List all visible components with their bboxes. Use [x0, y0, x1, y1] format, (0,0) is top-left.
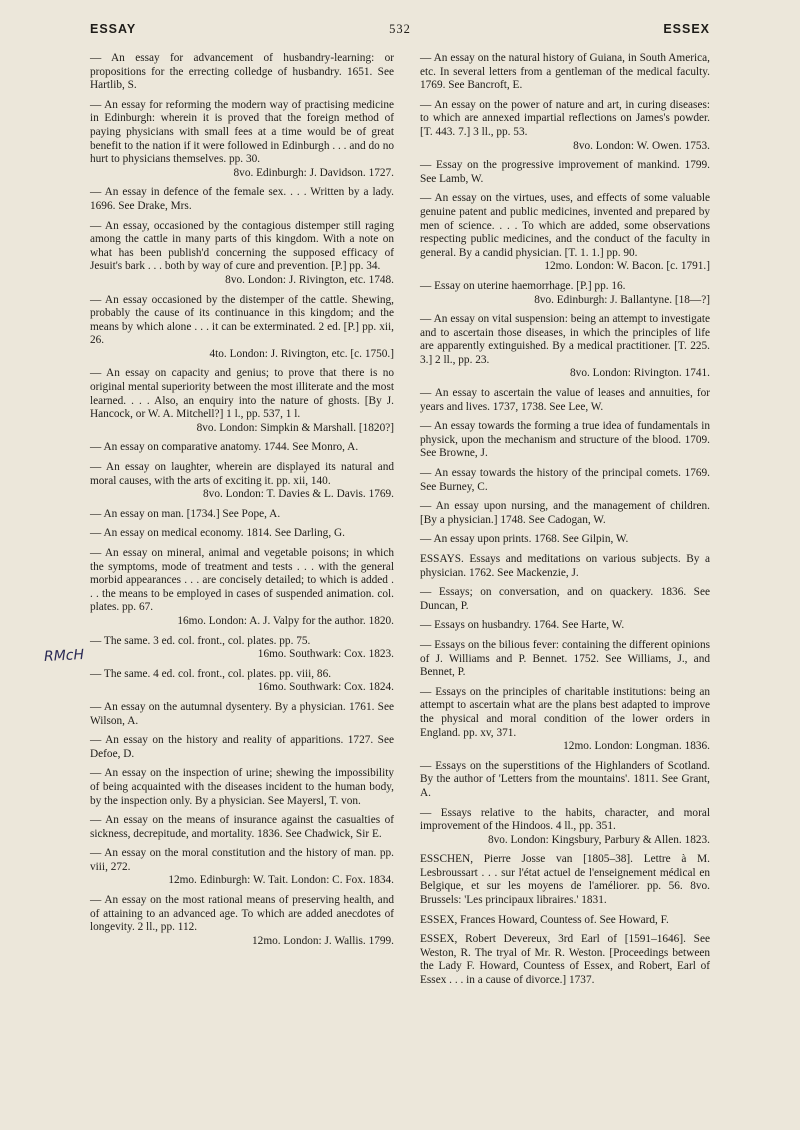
- entry-imprint: 8vo. London: W. Owen. 1753.: [573, 139, 710, 152]
- catalogue-entry: [420, 760, 710, 801]
- entry-text: — Essays on the superstitions of the Highlanders of Scotland. By the author of 'Letters from the mountains'. 1811. See Grant, A.: [420, 759, 710, 799]
- catalogue-entry: [90, 734, 394, 761]
- catalogue-entry: [90, 294, 394, 362]
- catalogue-entry: [420, 639, 710, 680]
- entry-imprint: 8vo. London: Simpkin & Marshall. [1820?]: [196, 421, 394, 434]
- catalogue-entry: [90, 767, 394, 808]
- catalogue-entry: [90, 894, 394, 948]
- catalogue-entry: [90, 814, 394, 841]
- catalogue-entry: [90, 508, 394, 522]
- entry-imprint: 8vo. London: Rivington. 1741.: [570, 367, 710, 380]
- catalogue-entry: [90, 668, 394, 695]
- entry-text: — An essay on the most rational means of preserving health, and of attaining to an advanced age. To which are added anecdotes of longevity. 2 ll., pp. 112.: [90, 894, 394, 934]
- entry-text: — An essay for advancement of husbandry-learning: or propositions for the errecting colledge of husbandry. 1651. See Hartlib, S.: [90, 52, 394, 92]
- catalogue-entry: [420, 619, 710, 633]
- entry-imprint: 16mo. Southwark: Cox. 1823.: [257, 648, 394, 661]
- entry-text: — An essay on capacity and genius; to prove that there is no original mental superiority between the most illiterate and the most learned. . . . Also, an enquiry into the nature of ghosts. [By J. Hancock, or W. A. Mitchell?] 1 l., pp. 537, 1 l.: [90, 367, 394, 421]
- entry-text: — An essay occasioned by the distemper of the cattle. Shewing, probably the cause of its continuance in this kingdom; and the means by which alone . . . it can be exterminated. 2 ed. [P.] pp. xii, 26.: [90, 293, 394, 347]
- entry-text: — An essay in defence of the female sex. . . . Written by a lady. 1696. See Drake, Mrs.: [90, 186, 394, 212]
- entry-text: — An essay on laughter, wherein are displayed its natural and moral causes, with the arts of exciting it. pp. xii, 140.: [90, 461, 394, 487]
- entry-text: — Essays; on conversation, and on quackery. 1836. See Duncan, P.: [420, 586, 710, 612]
- entry-text: — Essay on the progressive improvement of mankind. 1799. See Lamb, W.: [420, 159, 710, 185]
- entry-text: — An essay on the moral constitution and the history of man. pp. viii, 272.: [90, 847, 394, 873]
- entry-text: — An essay on the natural history of Guiana, in South America, etc. In several letters from a gentleman of the medical faculty. 1769. See Bancroft, E.: [420, 52, 710, 92]
- entry-text: — An essay upon nursing, and the management of children. [By a physician.] 1748. See Cadogan, W.: [420, 500, 710, 526]
- entry-text: — An essay on comparative anatomy. 1744. See Monro, A.: [90, 441, 359, 454]
- entry-text: — An essay on the autumnal dysentery. By a physician. 1761. See Wilson, A.: [90, 700, 394, 727]
- entry-text: ESSEX, Frances Howard, Countess of. See Howard, F.: [420, 913, 669, 926]
- entry-text: ESSAYS. Essays and meditations on various subjects. By a physician. 1762. See Mackenzie, J.: [420, 553, 710, 579]
- catalogue-entry: [90, 367, 394, 435]
- catalogue-entry: [420, 192, 710, 274]
- right-column: [420, 52, 710, 994]
- catalogue-entry: [90, 635, 394, 662]
- entry-text: — Essays on the bilious fever: containing the different opinions of J. Williams and P. Bennet. 1752. See Williams, J., and Bennet, P.: [420, 638, 710, 679]
- header-right: ESSEX: [663, 22, 710, 36]
- entry-text: — An essay on the inspection of urine; shewing the impossibility of being acquainted with the diseases incident to the human body, by the inspection only. By a physician. See Mayersl, T. von.: [90, 767, 394, 807]
- catalogue-entry: [90, 441, 394, 455]
- entry-text: — An essay for reforming the modern way of practising medicine in Edinburgh: wherein it is proved that the foreign method of paying physicians with small fees at a time would be of great benefit to the nation if it were followed in Edinburgh . . . and do no hurt to physicians themselves. pp. 30.: [90, 98, 394, 166]
- entry-text: — An essay, occasioned by the contagious distemper still raging among the cattle in many parts of this kingdom. With a note on what has been publish'd concerning the supposed efficacy of Jesuit's bark . . . both by way of cure and prevention. [P.] pp. 34.: [90, 219, 394, 273]
- entry-imprint: 8vo. London: T. Davies & L. Davis. 1769.: [203, 488, 394, 501]
- entry-text: — An essay towards the forming a true idea of fundamentals in physick, upon the mechanism and structure of the blood. 1709. See Browne, J.: [420, 420, 710, 460]
- catalogue-entry: [90, 186, 394, 213]
- entry-imprint: 8vo. Edinburgh: J. Davidson. 1727.: [233, 166, 394, 179]
- entry-text: — An essay on mineral, animal and vegetable poisons; in which the symptoms, mode of treatment and tests . . . with the general morbid appearances . . . are concisely detailed; to which is added . . . the means to be employed in cases of suspended animation. col. plates. pp. 67.: [90, 547, 394, 614]
- catalogue-entry: [420, 52, 710, 93]
- header-left: ESSAY: [90, 22, 137, 36]
- catalogue-entry: [90, 220, 394, 288]
- entry-text: — Essays on the principles of charitable institutions: being an attempt to ascertain what are the plans best adapted to improve the physical and moral condition of the lower orders in England. pp. xv, 371.: [420, 685, 710, 739]
- entry-text: — An essay on vital suspension: being an attempt to investigate and to ascertain those diseases, in which the principles of life are apparently extinguished. By a medical practitioner. [T. 225. 3.] 2 ll., pp. 23.: [420, 313, 710, 366]
- catalogue-entry: [420, 933, 710, 987]
- catalogue-entry: [420, 686, 710, 754]
- entry-text: — An essay on the virtues, uses, and effects of some valuable genuine patent and public medicines, invented and prepared by men of science. . . . To which are added, some observations respecting public medicines, and the conduct of the faculty in general. By a candid physician. [T. 1. 1.] pp. 90.: [420, 192, 710, 259]
- catalogue-entry: [420, 586, 710, 613]
- entry-text: — Essays relative to the habits, character, and moral improvement of the Hindoos. 4 ll., pp. 351.: [420, 806, 710, 833]
- entry-imprint: 12mo. London: Longman. 1836.: [563, 740, 710, 753]
- entry-text: — An essay upon prints. 1768. See Gilpin, W.: [420, 533, 629, 546]
- entry-text: — Essays on husbandry. 1764. See Harte, W.: [420, 619, 625, 632]
- entry-text: ESSCHEN, Pierre Josse van [1805–38]. Lettre à M. Lesbroussart . . . sur l'état actuel de l'enseignement médical en Belgique, et sur les moyens de l'améliorer. pp. 56. 8vo. Brussels: 'Les principaux libraires.' 1831.: [420, 853, 710, 907]
- entry-text: ESSEX, Robert Devereux, 3rd Earl of [1591–1646]. See Weston, R. The tryal of Mr. R. Weston. [Proceedings between the Lady F. Howard, Countess of Essex, and Robert, Earl of Essex . . . in a cause of divorce.] 1737.: [420, 933, 710, 987]
- catalogue-entry: [90, 527, 394, 541]
- catalogue-entry: [420, 159, 710, 186]
- entry-imprint: 4to. London: J. Rivington, etc. [c. 1750.]: [209, 347, 394, 360]
- catalogue-entry: [420, 420, 710, 461]
- catalogue-entry: [90, 847, 394, 888]
- entry-imprint: 16mo. Southwark: Cox. 1824.: [257, 681, 394, 694]
- entry-imprint: 8vo. London: J. Rivington, etc. 1748.: [225, 273, 394, 286]
- catalogue-entry: [420, 280, 710, 307]
- catalogue-entry: [90, 99, 394, 181]
- catalogue-entry: [90, 52, 394, 93]
- entry-imprint: 12mo. Edinburgh: W. Tait. London: C. Fox. 1834.: [168, 874, 394, 887]
- catalogue-entry: [90, 701, 394, 728]
- entry-text: — The same. 3 ed. col. front., col. plates. pp. 75.: [90, 634, 311, 647]
- entry-imprint: 8vo. Edinburgh: J. Ballantyne. [18—?]: [534, 293, 710, 306]
- catalogue-entry: [420, 533, 710, 547]
- catalogue-entry: [90, 547, 394, 629]
- entry-text: — The same. 4 ed. col. front., col. plates. pp. viii, 86.: [90, 667, 332, 680]
- entry-imprint: 12mo. London: J. Wallis. 1799.: [252, 934, 394, 947]
- running-header: [90, 22, 710, 40]
- catalogue-entry: [420, 313, 710, 381]
- entry-text: — An essay to ascertain the value of leases and annuities, for years and lives. 1737, 1738. See Lee, W.: [420, 387, 710, 413]
- entry-text: — Essay on uterine haemorrhage. [P.] pp. 16.: [420, 279, 626, 292]
- catalogue-entry: [420, 807, 710, 848]
- entry-imprint: 16mo. London: A. J. Valpy for the author. 1820.: [177, 614, 394, 627]
- catalogue-entry: [90, 461, 394, 502]
- entry-text: — An essay on the power of nature and art, in curing diseases: to which are annexed impartial reflections on James's powder. [T. 443. 7.] 3 ll., pp. 53.: [420, 98, 710, 138]
- catalogue-entry: [420, 387, 710, 414]
- catalogue-entry: [420, 99, 710, 153]
- entry-imprint: 8vo. London: Kingsbury, Parbury & Allen. 1823.: [487, 833, 710, 846]
- handwritten-margin-note: RMcH: [43, 646, 85, 666]
- entry-text: — An essay on medical economy. 1814. See Darling, G.: [90, 527, 345, 540]
- catalogue-entry: [420, 853, 710, 907]
- page-number: 532: [389, 22, 411, 36]
- catalogue-entry: [420, 914, 710, 928]
- entry-text: — An essay on the means of insurance against the casualties of sickness, decrepitude, and mortality. 1836. See Chadwick, Sir E.: [90, 814, 394, 840]
- entry-text: — An essay on the history and reality of apparitions. 1727. See Defoe, D.: [90, 734, 394, 760]
- entry-imprint: 12mo. London: W. Bacon. [c. 1791.]: [544, 260, 710, 273]
- catalogue-entry: [420, 553, 710, 580]
- catalogue-entry: [420, 467, 710, 494]
- entry-text: — An essay on man. [1734.] See Pope, A.: [90, 507, 281, 520]
- left-column: [90, 52, 394, 954]
- entry-text: — An essay towards the history of the principal comets. 1769. See Burney, C.: [420, 467, 710, 493]
- catalogue-entry: [420, 500, 710, 527]
